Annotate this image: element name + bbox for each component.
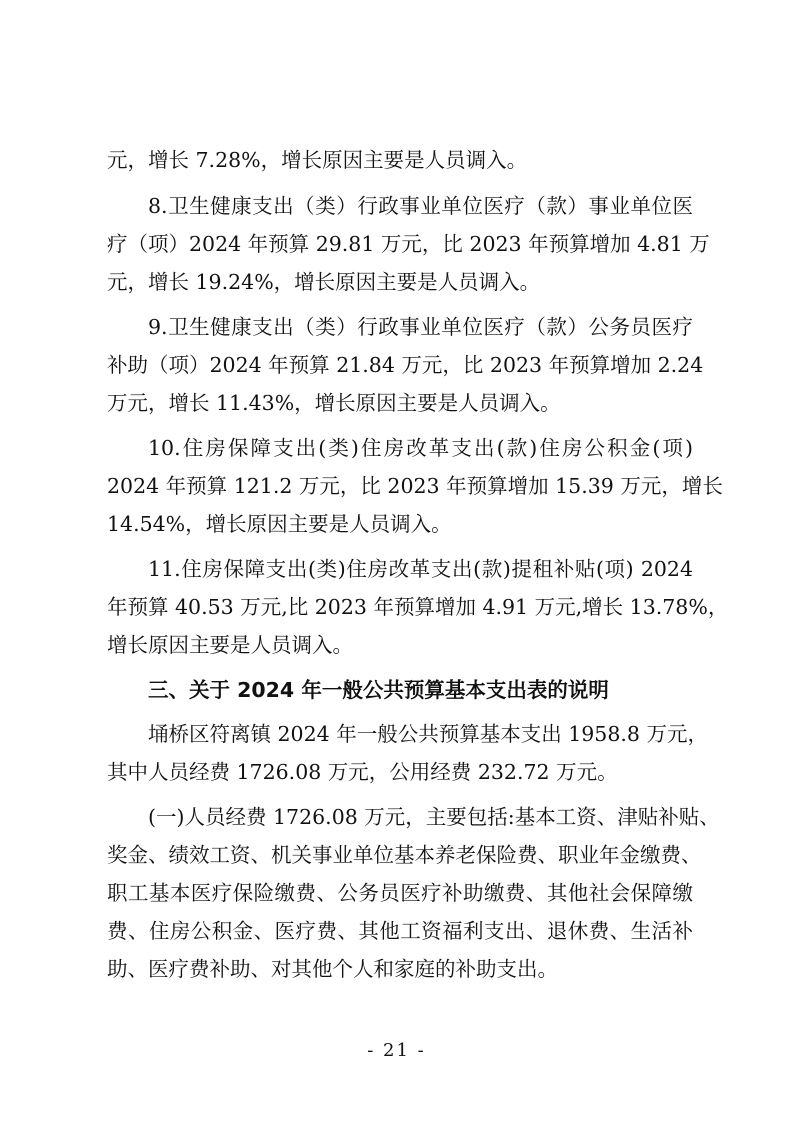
paragraph-line: (一)人员经费 1726.08 万元，主要包括:基本工资、津贴补贴、	[148, 805, 720, 829]
paragraph-line: 疗（项）2024 年预算 29.81 万元，比 2023 年预算增加 4.81 万	[107, 232, 710, 256]
page-number: - 21 -	[367, 1040, 426, 1061]
paragraph-line: 奖金、绩效工资、机关事业单位基本养老保险费、职业年金缴费、	[107, 843, 702, 867]
paragraph-line: 补助（项）2024 年预算 21.84 万元，比 2023 年预算增加 2.24	[107, 353, 704, 377]
paragraph-line: 助、医疗费补助、对其他个人和家庭的补助支出。	[107, 957, 558, 981]
paragraph-line: 费、住房公积金、医疗费、其他工资福利支出、退休费、生活补	[107, 919, 693, 943]
paragraph-line: 万元，增长 11.43%，增长原因主要是人员调入。	[107, 391, 561, 415]
paragraph-line: 埇桥区符离镇 2024 年一般公共预算基本支出 1958.8 万元，	[148, 722, 708, 746]
paragraph-line: 9.卫生健康支出（类）行政事业单位医疗（款）公务员医疗	[148, 315, 693, 339]
paragraph-line: 11.住房保障支出(类)住房改革支出(款)提租补贴(项) 2024	[148, 557, 693, 581]
section-heading: 三、关于 2024 年一般公共预算基本支出表的说明	[148, 678, 609, 702]
paragraph-line: 年预算 40.53 万元,比 2023 年预算增加 4.91 万元,增长 13.78%，	[107, 595, 729, 619]
paragraph-line: 8.卫生健康支出（类）行政事业单位医疗（款）事业单位医	[148, 194, 693, 218]
paragraph-line: 增长原因主要是人员调入。	[107, 633, 353, 657]
paragraph-line: 其中人员经费 1726.08 万元，公用经费 232.72 万元。	[107, 760, 618, 784]
paragraph-line: 元，增长 7.28%，增长原因主要是人员调入。	[107, 148, 528, 172]
paragraph-line: 职工基本医疗保险缴费、公务员医疗补助缴费、其他社会保障缴	[107, 881, 693, 905]
paragraph-line: 元，增长 19.24%，增长原因主要是人员调入。	[107, 270, 541, 294]
paragraph-line: 14.54%，增长原因主要是人员调入。	[107, 512, 452, 536]
paragraph-line: 2024 年预算 121.2 万元，比 2023 年预算增加 15.39 万元，增长	[107, 474, 723, 498]
paragraph-line: 10.住房保障支出(类)住房改革支出(款)住房公积金(项)	[148, 436, 693, 460]
